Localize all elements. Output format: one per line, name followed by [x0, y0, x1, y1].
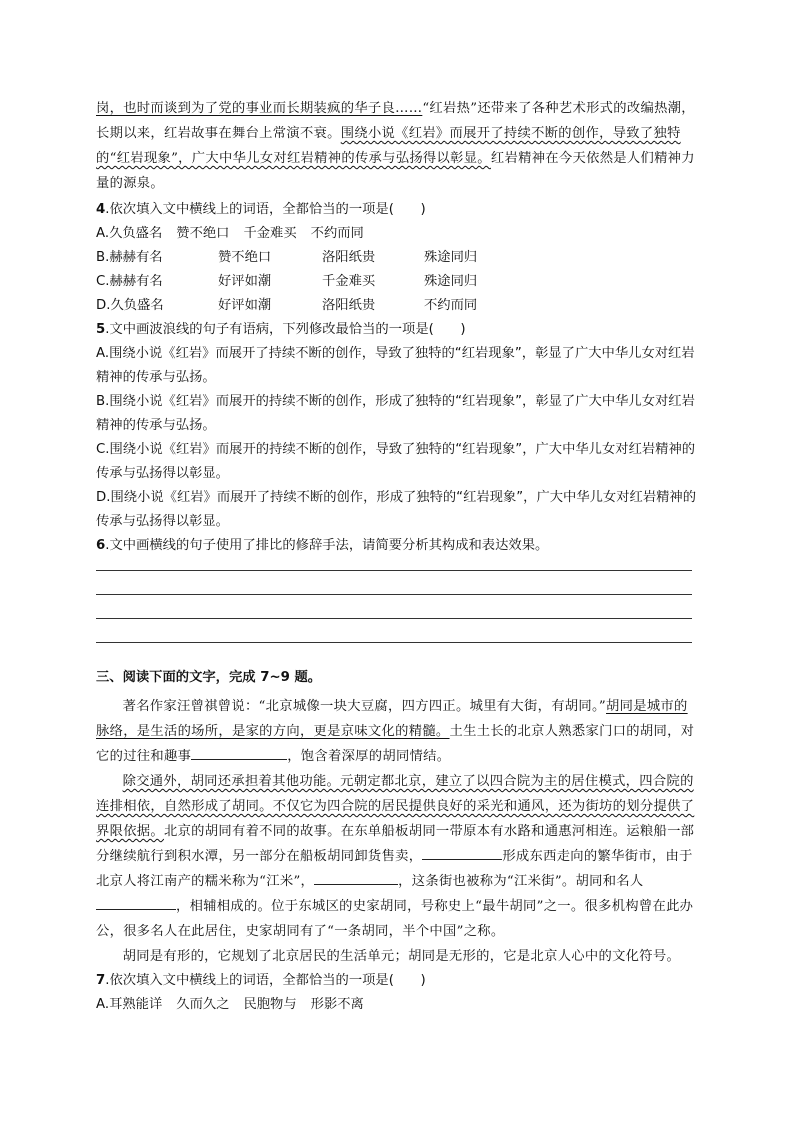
question-7 [96, 969, 696, 1017]
passage-hutong: 著名作家汪曾祺曾说：“北京城像一块大豆腐，四方四正。城里有大街，有胡同。”胡同是城市的脉络，是生活的场所，是家的方向，更是京味文化的精髓。土生土长的北京人熟悉家门口的胡同，对它的过往和趣事 ，饱含着深厚的胡同情结。 除交通外，胡同还承担着其他功能。元朝定都北京，建立了以四合院为主的居住模式，四合院的连排相依，自然形成了胡同。不仅它为四合院的居民提供良好的采光和通风，还为街坊的划分提供了界限依据。北京的胡同有着不同的故事。在东单船板胡同一带原本有水路和通惠河相连。运粮船一部分继续航行到积水潭，另一部分在船板胡同卸货售卖， 形成东西走向的繁华街市，由于北京人将江南产的糯米称为“江米”， ，这条街也被称为“江米街”。胡同和名人，相辅相成的。位于东城区的史家胡同，号称史上“最牛胡同”之一。很多机构曾在此办公，很多名人在此居住，史家胡同有了“一条胡同，半个中国”之称。 胡同是有形的，它规划了北京居民的生活单元；胡同是无形的，它是北京人心中的文化符号。 [96, 699, 695, 964]
answer-area[interactable] [96, 570, 696, 643]
answer-line [96, 642, 692, 643]
question-number: 6 [96, 538, 106, 553]
q4-option-a[interactable]: A. 久负盛名 赞不绝口 千金难买 不约而同 [96, 226, 364, 241]
q5-option-b[interactable]: B.围绕小说《红岩》而展开的持续不断的创作，形成了独特的“红岩现象”，彰显了广大中华儿女对红岩精神的传承与弘扬。 [96, 394, 695, 433]
question-number: 5 [96, 322, 106, 337]
question-stem: .依次填入文中横线上的词语，全都恰当的一项是( ) [105, 202, 426, 217]
passage-underlined-sentence: 胡同是城市的脉络，是生活的场所，是家的方向，更是京味文化的精髓。 [96, 699, 688, 739]
question-number: 7 [96, 973, 106, 988]
q4-option-b[interactable]: B.赫赫有名 赞不绝口 洛阳纸贵 殊途同归 [96, 250, 478, 265]
passage-text-end: 红岩精神在今天依然是人们精神力量的源泉。 [96, 151, 695, 191]
question-number: 4 [96, 202, 106, 217]
q4-option-d[interactable]: D.久负盛名 好评如潮 洛阳纸贵 不约而同 [96, 298, 478, 313]
q5-option-c[interactable]: C.围绕小说《红岩》而展开的持续不断的创作，导致了独特的“红岩现象”，广大中华儿女对红岩精神的传承与弘扬得以彰显。 [96, 442, 696, 481]
question-4 [96, 198, 696, 318]
question-stem: .文中画横线的句子使用了排比的修辞手法，请简要分析其构成和表达效果。 [105, 538, 549, 553]
passage-wavy-sentence: 除交通外，胡同还承担着其他功能。元朝定都北京，建立了以四合院为主的居住模式，四合院的连排相依，自然形成了胡同。不仅它为四合院的居民提供良好的采光和通风，还为街坊的划分提供了界限依据。 [96, 774, 695, 839]
passage-continuation [96, 96, 696, 196]
exam-page [96, 96, 696, 1017]
question-5 [96, 318, 696, 534]
answer-line [96, 618, 692, 619]
q4-option-c[interactable]: C.赫赫有名 好评如潮 千金难买 殊途同归 [96, 274, 478, 289]
question-stem: .依次填入文中横线上的词语，全都恰当的一项是( ) [105, 973, 426, 988]
answer-line [96, 594, 692, 595]
q7-option-a[interactable]: A. 耳熟能详 久而久之 民胞物与 形影不离 [96, 997, 364, 1012]
question-stem: .文中画波浪线的句子有语病，下列修改最恰当的一项是( ) [105, 322, 466, 337]
fill-blank-1[interactable] [191, 745, 287, 760]
passage-underlined-sentence-end: 岗，也时而谈到为了党的事业而长期装疯的华子良…… [96, 101, 423, 116]
fill-blank-3[interactable] [314, 870, 398, 885]
question-6 [96, 534, 696, 643]
answer-line [96, 570, 692, 571]
passage-text: “红岩热”还带来了各种艺术形式的改编热潮，长期以来，红岩故事在舞台上常演不衰。 [96, 101, 695, 141]
q5-option-a[interactable]: A.围绕小说《红岩》而展开了持续不断的创作，导致了独特的“红岩现象”，彰显了广大中华儿女对红岩精神的传承与弘扬。 [96, 346, 695, 385]
section-3-heading: 三、阅读下面的文字，完成 7~9 题。 [96, 670, 322, 685]
q5-option-d[interactable]: D.围绕小说《红岩》而展开了持续不断的创作，形成了独特的“红岩现象”，广大中华儿女对红岩精神的传承与弘扬得以彰显。 [96, 490, 697, 529]
fill-blank-4[interactable] [96, 895, 176, 910]
passage-wavy-sentence: 围绕小说《红岩》而展开了持续不断的创作，导致了独特的“红岩现象”，广大中华儿女对红岩精神的传承与弘扬得以彰显。 [96, 126, 681, 166]
fill-blank-2[interactable] [422, 845, 502, 860]
